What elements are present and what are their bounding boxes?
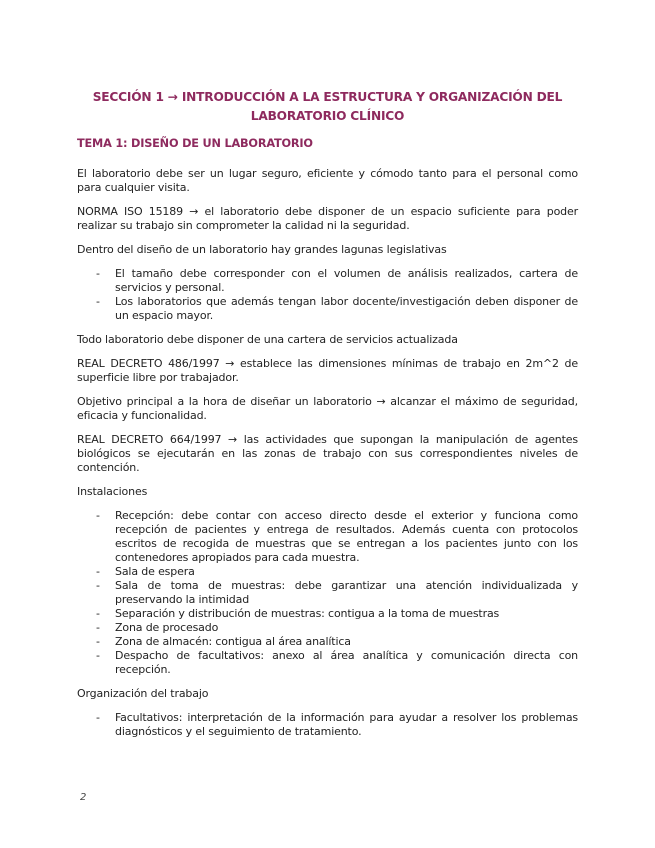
bullet-dash: - (96, 579, 100, 592)
bullet-dash: - (96, 649, 100, 662)
paragraph: Instalaciones (77, 485, 148, 498)
document-page (77, 88, 578, 749)
bullet-dash: - (96, 267, 100, 280)
list-item: - Los laboratorios que además tengan labor docente/investigación deben disponer de un espacio mayor. (96, 295, 578, 322)
paragraph: REAL DECRETO 664/1997 → las actividades que supongan la manipulación de agentes biológicos se ejecutarán en las zonas de trabajo con sus correspondientes niveles de contención. (77, 433, 578, 474)
paragraph: El laboratorio debe ser un lugar seguro, eficiente y cómodo tanto para el personal como para cualquier visita. (77, 167, 578, 194)
paragraph: NORMA ISO 15189 → el laboratorio debe disponer de un espacio suficiente para poder realizar su trabajo sin comprometer la calidad ni la seguridad. (77, 205, 578, 232)
bullet-dash: - (96, 565, 100, 578)
bullet-dash: - (96, 509, 100, 522)
list-item: - Zona de procesado (96, 621, 219, 634)
list-item: - Facultativos: interpretación de la información para ayudar a resolver los problemas diagnósticos y el seguimiento de tratamiento. (96, 711, 578, 738)
section-title: SECCIÓN 1 → INTRODUCCIÓN A LA ESTRUCTURA Y ORGANIZACIÓN DEL LABORATORIO CLÍNICO (92, 90, 563, 123)
list-instalaciones (77, 509, 578, 677)
list-item: - Recepción: debe contar con acceso directo desde el exterior y funciona como recepción de pacientes y entrega de resultados. Además cuenta con protocolos escritos de recogida de muestras que se entregan a los pacientes junto con los contenedores apropiados para cada muestra. (96, 509, 578, 564)
list-organizacion (77, 711, 578, 739)
paragraph: REAL DECRETO 486/1997 → establece las dimensiones mínimas de trabajo en 2m^2 de superficie libre por trabajador. (77, 357, 578, 384)
list-item: - Separación y distribución de muestras: contigua a la toma de muestras (96, 607, 500, 620)
bullet-dash: - (96, 635, 100, 648)
paragraph: Objetivo principal a la hora de diseñar un laboratorio → alcanzar el máximo de seguridad, eficacia y funcionalidad. (77, 395, 578, 422)
paragraph: Dentro del diseño de un laboratorio hay grandes lagunas legislativas (77, 243, 447, 256)
paragraph: Todo laboratorio debe disponer de una cartera de servicios actualizada (77, 333, 458, 346)
list-item: - El tamaño debe corresponder con el volumen de análisis realizados, cartera de servicios y personal. (96, 267, 578, 294)
list-item: - Zona de almacén: contigua al área analítica (96, 635, 351, 648)
list-item: - Sala de espera (96, 565, 195, 578)
bullet-dash: - (96, 711, 100, 724)
list-lagunas (77, 267, 578, 323)
bullet-dash: - (96, 621, 100, 634)
list-item: - Despacho de facultativos: anexo al área analítica y comunicación directa con recepción. (96, 649, 578, 676)
tema-title: TEMA 1: DISEÑO DE UN LABORATORIO (77, 137, 313, 150)
bullet-dash: - (96, 295, 100, 308)
bullet-dash: - (96, 607, 100, 620)
page-number: 2 (80, 792, 87, 803)
list-item: - Sala de toma de muestras: debe garantizar una atención individualizada y preservando la intimidad (96, 579, 578, 606)
paragraph: Organización del trabajo (77, 687, 209, 700)
